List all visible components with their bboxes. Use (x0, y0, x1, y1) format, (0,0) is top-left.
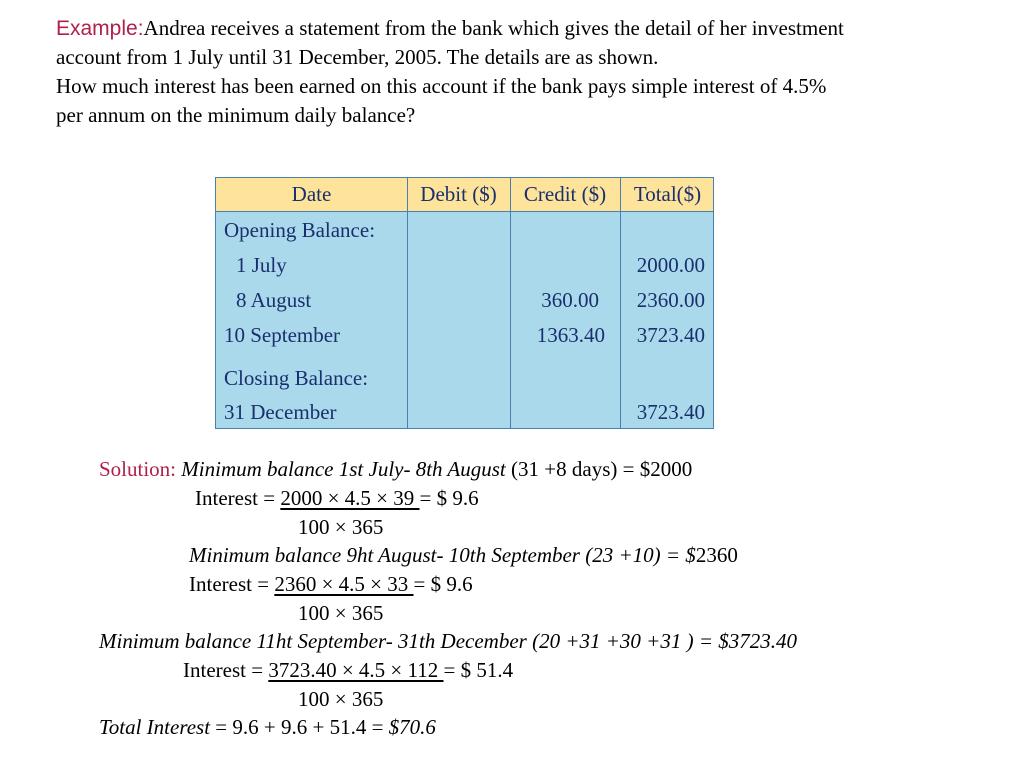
row-date: 8 August (236, 288, 312, 312)
column-divider (407, 178, 408, 428)
row-total: 3723.40 (636, 400, 705, 424)
interest-3-numerator: 3723.40 × 4.5 × 112 (268, 658, 444, 682)
solution-label: Solution: (99, 457, 177, 481)
header-debit: Debit ($) (420, 182, 497, 206)
period-2-text: Minimum balance 9ht August- 10th September (23 +10) = $ (189, 543, 696, 567)
interest-2-denominator: 100 × 365 (298, 601, 384, 625)
row-credit: 360.00 (541, 288, 599, 312)
solution-period-1 (99, 457, 692, 482)
bank-statement-table (215, 177, 714, 429)
period-3-text: Minimum balance 11ht September- 31th December (20 +31 +30 +31 ) = $3723.40 (99, 629, 797, 653)
problem-line-4: per annum on the minimum daily balance? (56, 103, 416, 127)
column-divider (510, 178, 511, 428)
problem-text-1: Andrea receives a statement from the bank which gives the detail of her investment (143, 16, 844, 40)
problem-statement (56, 14, 986, 130)
period-1-text: Minimum balance 1st July- 8th August (181, 457, 506, 481)
problem-line-3: How much interest has been earned on this account if the bank pays simple interest of 4.5% (56, 74, 827, 98)
period-2-value: 2360 (695, 543, 738, 567)
total-interest-value: $70.6 (388, 715, 436, 739)
interest-1-prefix: Interest = (195, 486, 281, 510)
row-date: 31 December (224, 400, 337, 424)
interest-1 (195, 486, 479, 511)
row-date: Opening Balance: (224, 218, 376, 242)
row-credit: 1363.40 (536, 323, 605, 347)
example-label: Example: (56, 17, 144, 40)
problem-line-2: account from 1 July until 31 December, 2005. The details are as shown. (56, 45, 659, 69)
header-total: Total($) (633, 182, 702, 206)
interest-2-numerator: 2360 × 4.5 × 33 (274, 572, 414, 596)
interest-1-numerator: 2000 × 4.5 × 39 (280, 486, 420, 510)
solution-period-3 (99, 629, 797, 654)
total-interest-label: Total Interest (99, 715, 211, 739)
column-divider (620, 178, 621, 428)
total-interest-calc: = 9.6 + 9.6 + 51.4 = (210, 715, 389, 739)
row-total: 2360.00 (636, 288, 705, 312)
row-date: Closing Balance: (224, 366, 369, 390)
row-date: 10 September (224, 323, 341, 347)
interest-3-denominator: 100 × 365 (298, 687, 384, 711)
total-interest (99, 715, 436, 740)
period-1-calc: (31 +8 days) = $2000 (505, 457, 693, 481)
interest-2 (189, 572, 473, 597)
row-total: 3723.40 (636, 323, 705, 347)
interest-2-prefix: Interest = (189, 572, 275, 596)
interest-3-result: = $ 51.4 (443, 658, 514, 682)
row-total: 2000.00 (636, 253, 705, 277)
header-credit: Credit ($) (523, 182, 607, 206)
interest-3-prefix: Interest = (183, 658, 269, 682)
interest-1-denominator: 100 × 365 (298, 515, 384, 539)
solution-period-2 (189, 543, 738, 568)
interest-1-result: = $ 9.6 (419, 486, 479, 510)
header-date: Date (291, 182, 332, 206)
interest-2-result: = $ 9.6 (413, 572, 473, 596)
row-date: 1 July (236, 253, 287, 277)
problem-line-1 (56, 14, 986, 43)
interest-3 (183, 658, 513, 683)
